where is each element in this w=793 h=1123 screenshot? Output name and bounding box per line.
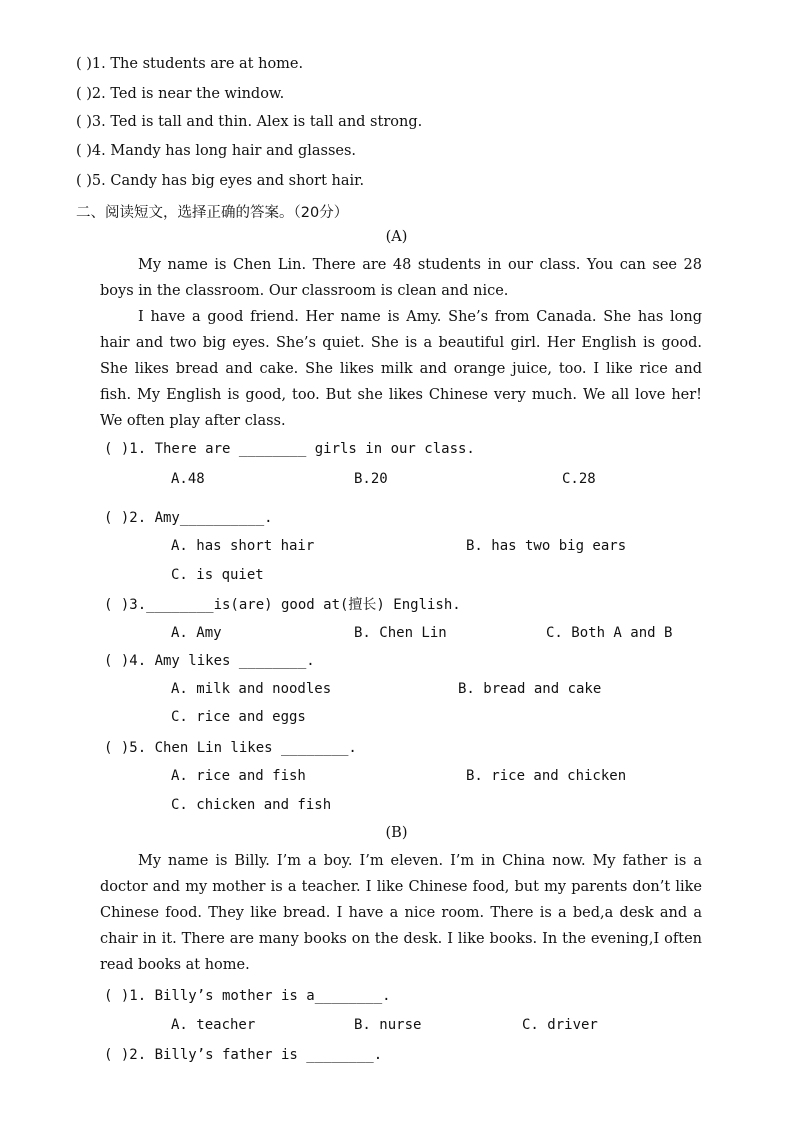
statement-4: ( )4. Mandy has long hair and glasses. — [76, 143, 357, 159]
question-a1-option-b: B.20 — [354, 471, 388, 487]
passage-b-paragraph-1: My name is Billy. I’m a boy. I’m eleven. I’m in China now. My father is a doctor and my mother is a teacher. I like Chinese food, but my parents don’t like Chinese food. They like bread. I have a nice room. There is a bed,a desk and a chair in it. There are many books on the desk. I like books. In the evening,I often read books at home. — [100, 853, 702, 973]
question-a3-option-c: C. Both A and B — [546, 625, 673, 641]
question-a3-option-b: B. Chen Lin — [354, 625, 447, 641]
question-a2-option-c: C. is quiet — [171, 567, 264, 583]
question-a5-stem: ( )5. Chen Lin likes ________. — [104, 740, 357, 756]
question-a5-option-a: A. rice and fish — [171, 768, 306, 784]
question-a1-stem: ( )1. There are ________ girls in our class. — [104, 441, 475, 457]
statement-5: ( )5. Candy has big eyes and short hair. — [76, 173, 365, 189]
question-b1-option-b: B. nurse — [354, 1017, 422, 1033]
passage-b-label: (B) — [385, 825, 408, 841]
question-a5-option-b: B. rice and chicken — [466, 768, 627, 784]
question-a4-option-a: A. milk and noodles — [171, 681, 332, 697]
statement-3: ( )3. Ted is tall and thin. Alex is tall and strong. — [76, 114, 423, 130]
question-a3-option-a: A. Amy — [171, 625, 222, 641]
question-a2-option-b: B. has two big ears — [466, 538, 627, 554]
question-a2-stem: ( )2. Amy__________. — [104, 510, 273, 526]
question-a4-option-b: B. bread and cake — [458, 681, 602, 697]
question-b1-stem: ( )1. Billy’s mother is a________. — [104, 988, 391, 1004]
passage-a-label: (A) — [385, 229, 408, 245]
question-a2-option-a: A. has short hair — [171, 538, 315, 554]
question-b1-option-a: A. teacher — [171, 1017, 256, 1033]
section-heading: 二、阅读短文，选择正确的答案。（20分） — [76, 205, 349, 221]
question-a1-option-c: C.28 — [562, 471, 596, 487]
question-b2-stem: ( )2. Billy’s father is ________. — [104, 1047, 383, 1063]
statement-1: ( )1. The students are at home. — [76, 56, 304, 72]
question-a4-option-c: C. rice and eggs — [171, 709, 306, 725]
passage-a-paragraph-1: My name is Chen Lin. There are 48 students in our class. You can see 28 boys in the classroom. Our classroom is clean and nice. — [100, 257, 702, 299]
question-a1-option-a: A.48 — [171, 471, 205, 487]
question-b1-option-c: C. driver — [522, 1017, 598, 1033]
question-a4-stem: ( )4. Amy likes ________. — [104, 653, 315, 669]
statement-2: ( )2. Ted is near the window. — [76, 86, 285, 102]
question-a3-stem: ( )3.________is(are) good at(擅长) English. — [104, 597, 461, 613]
question-a5-option-c: C. chicken and fish — [171, 797, 332, 813]
passage-a-paragraph-2: I have a good friend. Her name is Amy. She’s from Canada. She has long hair and two big eyes. She’s quiet. She is a beautiful girl. Her English is good. She likes bread and cake. She likes milk and orange juice, too. I like rice and fish. My English is good, too. But she likes Chinese very much. We all love her! We often play after class. — [100, 309, 702, 429]
